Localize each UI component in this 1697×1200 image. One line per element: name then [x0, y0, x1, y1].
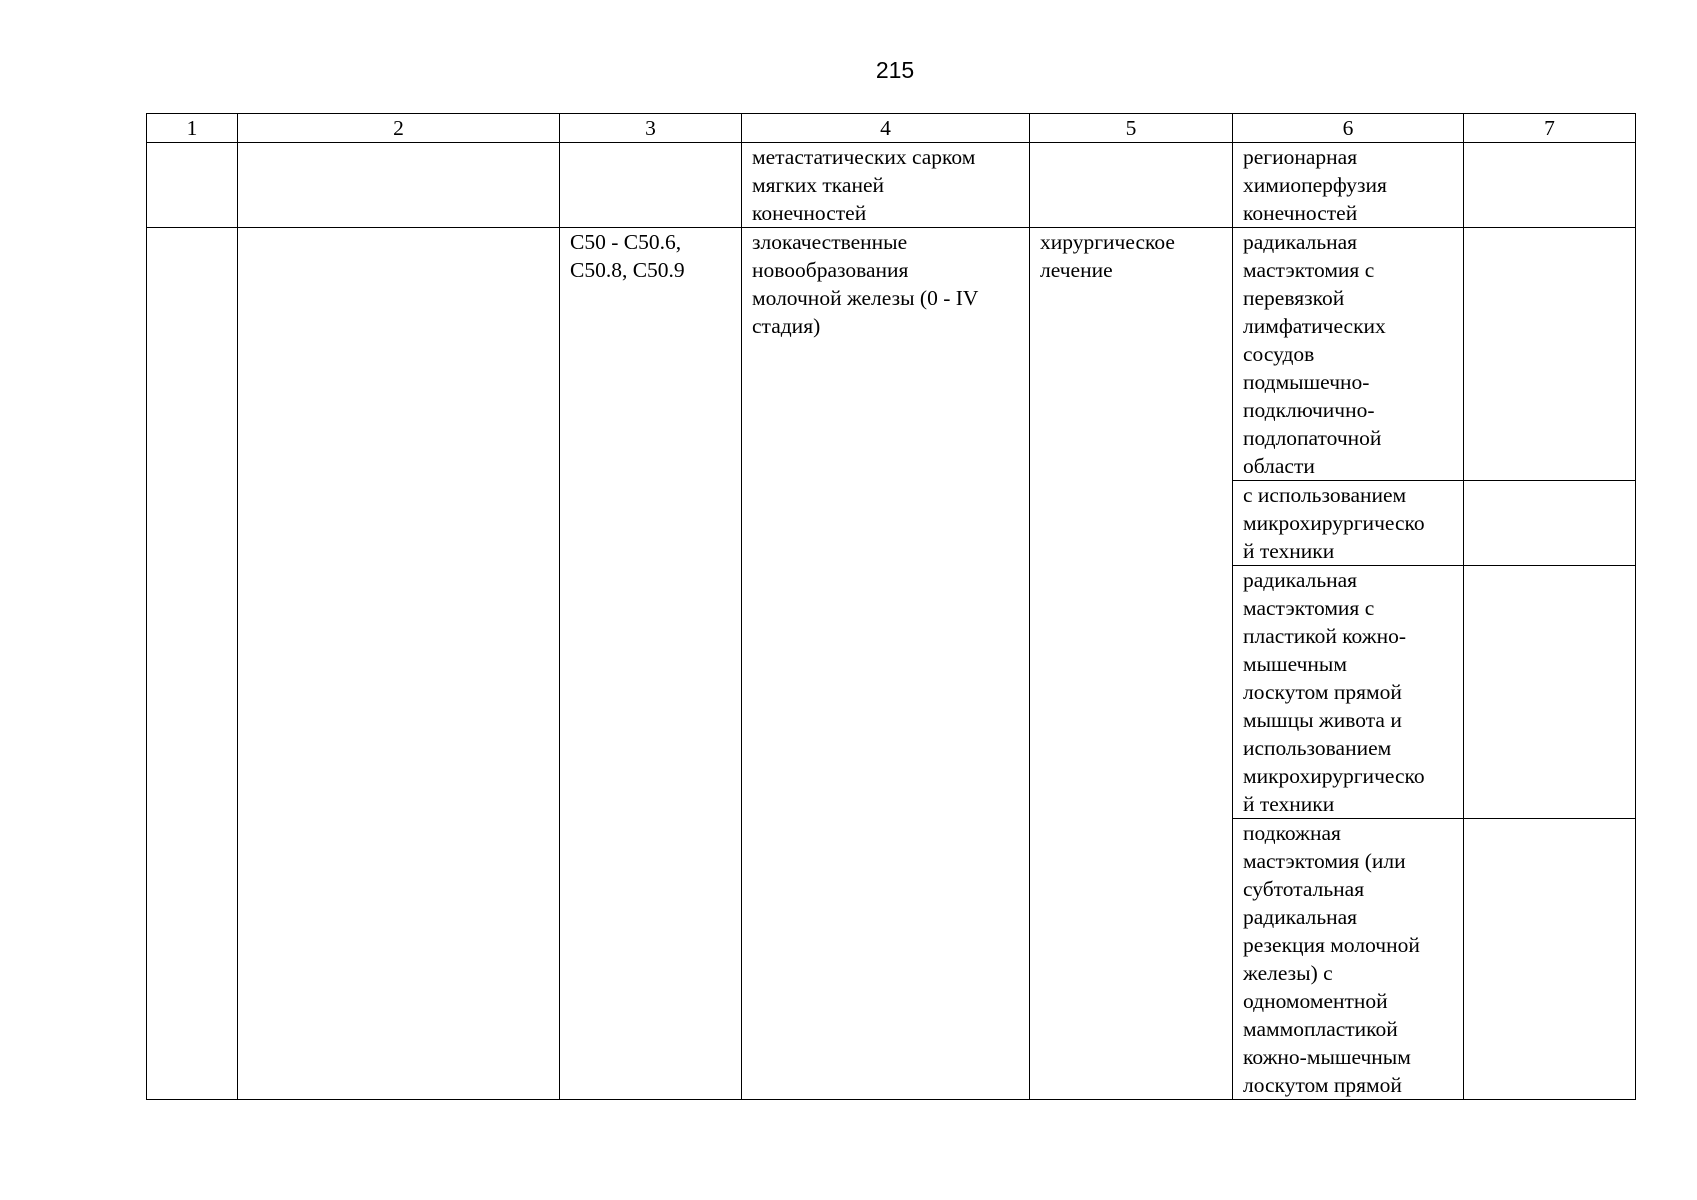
column-number-5: 5 — [1030, 114, 1233, 143]
cell-diagnosis — [742, 228, 1030, 1100]
table-header-row — [147, 114, 1636, 143]
cell-col2 — [238, 143, 560, 228]
icd-codes-text: C50 - C50.6, C50.8, C50.9 — [570, 230, 685, 282]
diagnosis-text: метастатических сарком мягких тканей конечностей — [752, 145, 976, 225]
method-text: подкожная мастэктомия (или субтотальная радикальная резекция молочной железы) с одномоментной маммопластикой кожно-мышечным лоскутом прямой — [1243, 821, 1420, 1097]
method-text: регионарная химиоперфузия конечностей — [1243, 145, 1387, 225]
diagnosis-text: злокачественные новообразования молочной железы (0 - IV стадия) — [752, 230, 979, 338]
cell-col7 — [1464, 819, 1636, 1100]
cell-method — [1233, 819, 1464, 1100]
cell-col1 — [147, 143, 238, 228]
page-number: 215 — [875, 57, 915, 83]
method-text: радикальная мастэктомия с пластикой кожно- мышечным лоскутом прямой мышцы живота и использованием микрохирургическо й техники — [1243, 568, 1425, 816]
cell-col7 — [1464, 481, 1636, 566]
cell-col7 — [1464, 143, 1636, 228]
method-text: с использованием микрохирургическо й техники — [1243, 483, 1425, 563]
cell-col7 — [1464, 566, 1636, 819]
column-number-7: 7 — [1464, 114, 1636, 143]
cell-method — [1233, 566, 1464, 819]
column-number-1: 1 — [147, 114, 238, 143]
cell-col3 — [560, 143, 742, 228]
cell-col1 — [147, 228, 238, 1100]
treatment-type-text: хирургическое лечение — [1040, 230, 1175, 282]
column-number-6: 6 — [1233, 114, 1464, 143]
cell-col7 — [1464, 228, 1636, 481]
table-row-metastatic-sarcoma — [147, 143, 1636, 228]
table-row-breast-cancer — [147, 228, 1636, 481]
column-number-3: 3 — [560, 114, 742, 143]
cell-method — [1233, 228, 1464, 481]
cell-treatment-type — [1030, 228, 1233, 1100]
cell-diagnosis — [742, 143, 1030, 228]
cell-col2 — [238, 228, 560, 1100]
column-number-4: 4 — [742, 114, 1030, 143]
cell-method — [1233, 143, 1464, 228]
cell-col5 — [1030, 143, 1233, 228]
method-text: радикальная мастэктомия с перевязкой лимфатических сосудов подмышечно- подключично- подлопаточной области — [1243, 230, 1386, 478]
cell-icd-codes — [560, 228, 742, 1100]
column-number-2: 2 — [238, 114, 560, 143]
cell-method — [1233, 481, 1464, 566]
medical-procedures-table — [146, 113, 1636, 1100]
